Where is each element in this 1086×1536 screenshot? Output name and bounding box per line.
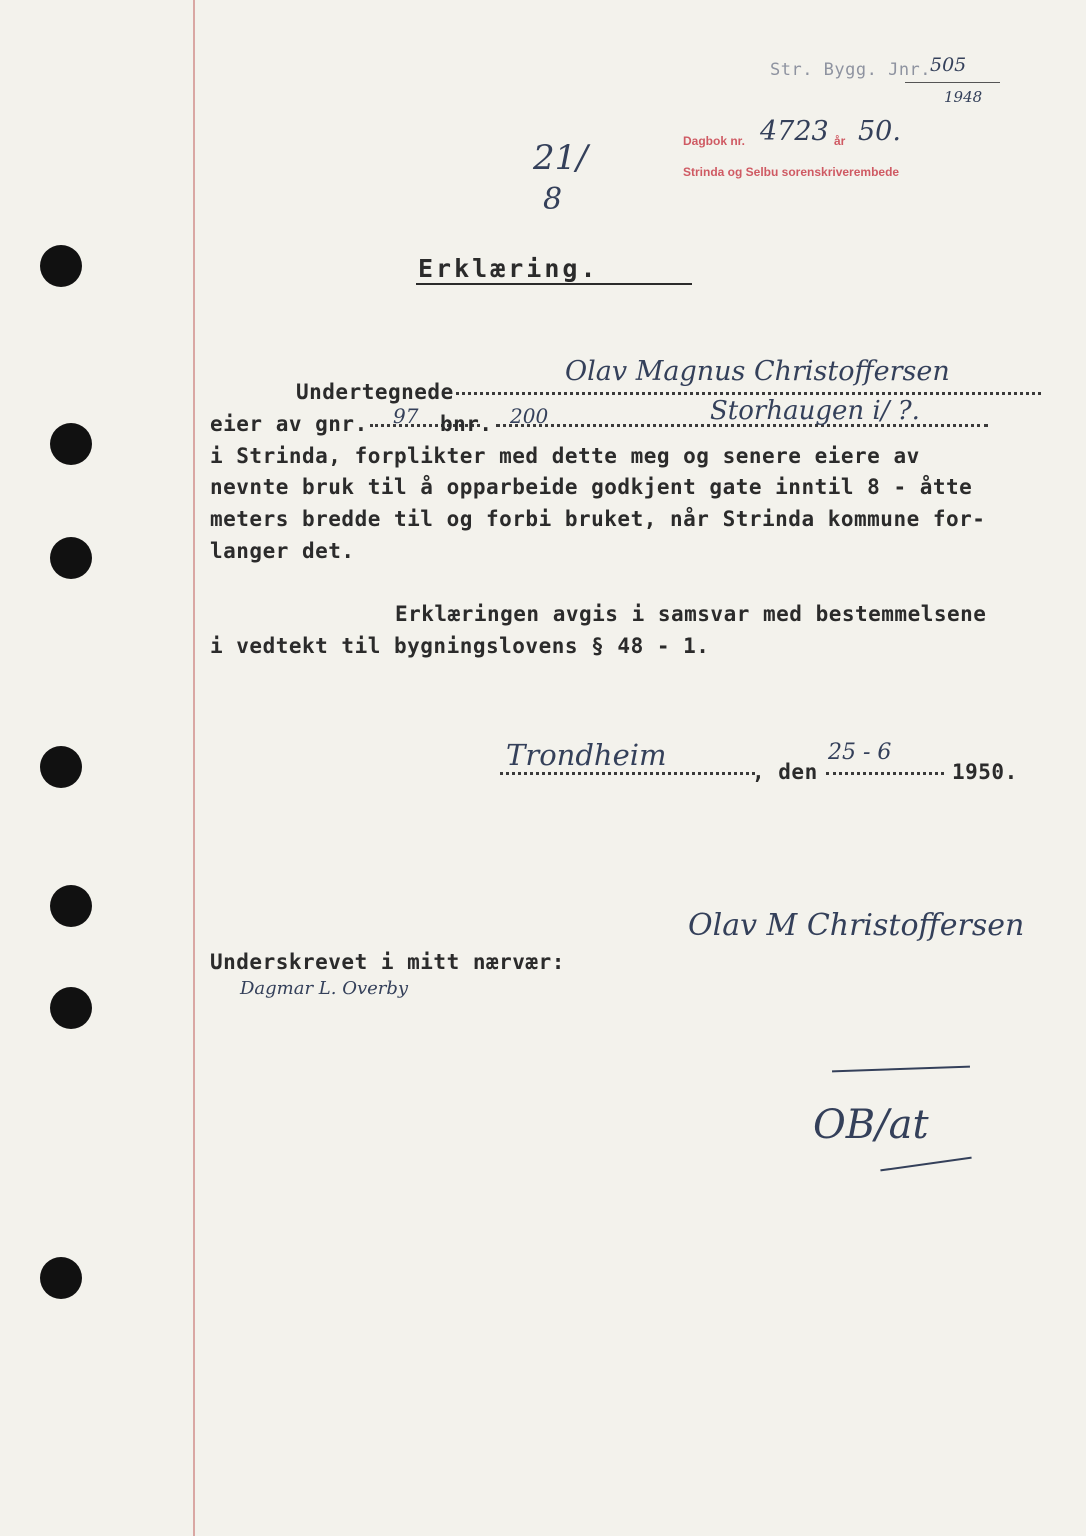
binder-hole: [40, 1257, 82, 1299]
margin-line: [193, 0, 195, 1536]
date-value: 25 - 6: [828, 740, 892, 765]
bnr-label: bnr.: [440, 412, 493, 436]
journal-number: 505: [930, 54, 967, 76]
binder-hole: [50, 537, 92, 579]
journal-number-underline: [905, 82, 1000, 83]
journal-year: 1948: [944, 88, 983, 106]
registry-stamp-prefix: Dagbok nr.: [683, 134, 746, 148]
body-line-4: nevnte bruk til å opparbeide godkjent gate inntil 8 - åtte: [210, 475, 973, 499]
bnr-value: 200: [510, 404, 549, 428]
body-line-7: Erklæringen avgis i samsvar med bestemmelsene: [395, 602, 987, 626]
witness-label: Underskrevet i mitt nærvær:: [210, 950, 565, 974]
body-line-8: i vedtekt til bygningslovens § 48 - 1.: [210, 634, 710, 658]
property-name: Storhaugen i/ ?.: [710, 396, 920, 426]
place-name: Trondheim: [506, 738, 667, 772]
registry-year-prefix: år: [834, 134, 846, 148]
document-title: Erklæring.: [418, 254, 599, 283]
gnr-value: 97: [393, 404, 419, 428]
undersigned-label: Undertegnede: [296, 380, 454, 404]
name-dotted-line: [456, 392, 1041, 395]
journal-label: Str. Bygg. Jnr.: [770, 60, 932, 80]
registry-stamp-office: Strinda og Selbu sorenskriverembede: [683, 165, 900, 179]
gnr-prefix: eier av gnr.: [210, 412, 368, 436]
witness-name: Dagmar L. Overby: [240, 978, 409, 999]
initials-top-rule: [832, 1066, 970, 1073]
binder-hole: [50, 423, 92, 465]
year-value: 1950.: [952, 760, 1018, 784]
initials: OB/at: [813, 1102, 929, 1148]
body-line-3: i Strinda, forplikter med dette meg og senere eiere av: [210, 444, 920, 468]
title-underline: [416, 283, 692, 285]
date-dotted-line: [826, 772, 944, 775]
den-label: , den: [752, 760, 818, 784]
date-fraction-top: 21/: [533, 138, 588, 178]
binder-hole: [40, 245, 82, 287]
undersigned-name: Olav Magnus Christoffersen: [565, 356, 950, 387]
initials-bottom-rule: [880, 1157, 971, 1172]
registry-number: 4723: [760, 116, 829, 147]
place-dotted-line: [500, 772, 755, 775]
binder-hole: [50, 987, 92, 1029]
binder-hole: [50, 885, 92, 927]
binder-hole: [40, 746, 82, 788]
registry-year: 50.: [858, 116, 901, 147]
body-line-6: langer det.: [210, 539, 355, 563]
body-line-5: meters bredde til og forbi bruket, når Strinda kommune for-: [210, 507, 986, 531]
signature: Olav M Christoffersen: [688, 908, 1025, 943]
date-fraction-bottom: 8: [543, 182, 563, 217]
